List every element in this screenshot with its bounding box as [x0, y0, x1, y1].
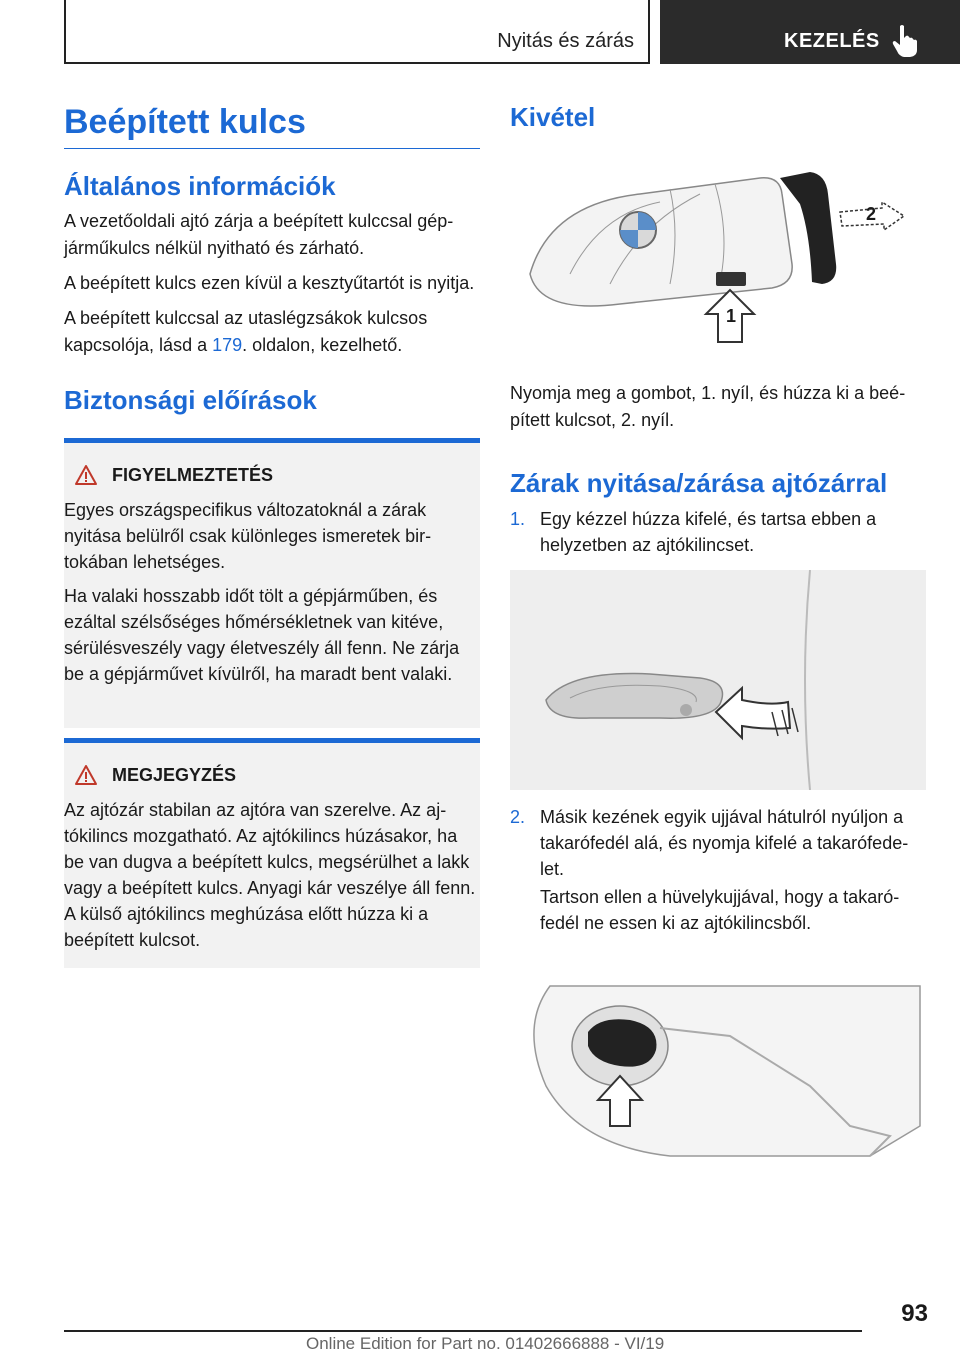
- note-box: [64, 738, 480, 968]
- page-link-179[interactable]: 179: [212, 335, 243, 355]
- page-title: Beépített kulcs: [64, 103, 306, 141]
- header-chapter-title: KEZELÉS: [784, 30, 880, 52]
- key-removal-figure: [510, 164, 926, 364]
- removal-heading: Kivétel: [510, 102, 596, 132]
- lock-heading: Zárak nyitása/zárása ajtózárral: [510, 468, 888, 498]
- general-paragraph-2: A beépített kulcs ezen kívül a kesztyűtartót is nyitja.: [64, 273, 475, 293]
- general-paragraph-1: A vezetőoldali ajtó zárja a beépített kulccsal gépjárműkulcs nélkül nyitható és zárható.: [64, 211, 454, 258]
- left-column: [64, 96, 480, 416]
- warning-title: FIGYELMEZTETÉS: [112, 464, 274, 485]
- step-1: [510, 506, 926, 560]
- key-fob-illustration: [510, 164, 926, 364]
- step-2-text: Másik kezének egyik ujjával hátulról nyúljon a takarófedél alá, és nyomja kifelé a takarófedelet.: [540, 807, 909, 879]
- header-section-title: Nyitás és zárás: [497, 30, 634, 52]
- general-paragraph-3-start: A beépített kulccsal az utaslégzsákok kulcsos kapcsolója, lásd a: [64, 308, 428, 355]
- figure1-label-1: 1: [726, 306, 737, 326]
- step-1-text: Egy kézzel húzza kifelé, és tartsa ebben a helyzetben az ajtókilincset.: [540, 509, 877, 555]
- warning-paragraph-2: Ha valaki hosszabb időt tölt a gépjárműben, és ezáltal szélsőséges hőmérsékletnek van kitéve, sérülésveszély vagy életveszély áll fenn. Ne zárja be a gépjárművet kívülről, ha maradt bent valaki.: [64, 586, 460, 684]
- right-column: [510, 96, 926, 133]
- warning-paragraph-1: Egyes országspecifikus változatoknál a zárak nyitása belülről csak különleges ismeretek birtokában lehetséges.: [64, 500, 432, 572]
- page-number: 93: [901, 1300, 928, 1327]
- footer-rule: [64, 1330, 862, 1332]
- note-paragraph: Az ajtózár stabilan az ajtóra van szerelve. Az ajtókilincs mozgatható. Az ajtókilincs húzásakor, ha be van dugva a beépített kulcs, megsérülhet a lakk vagy a beépített kulcs. Anyagi kár veszélye áll fenn. A külső ajtókilincs meghúzása előtt húzza ki a beépített kulcsot.: [64, 800, 476, 950]
- header-section-tab: [64, 0, 650, 64]
- step-2-subtext: Tartson ellen a hüvelykujjával, hogy a takarófedél ne essen ki az ajtókilincsből.: [540, 887, 900, 933]
- warning-triangle-icon: [74, 464, 98, 486]
- removal-paragraph: Nyomja meg a gombot, 1. nyíl, és húzza ki a beépített kulcsot, 2. nyíl.: [510, 383, 906, 430]
- general-paragraph-3-end: . oldalon, kezelhető.: [242, 335, 403, 355]
- title-rule: [64, 148, 480, 149]
- pointing-hand-icon: [890, 24, 920, 58]
- door-handle-illustration: [510, 570, 926, 790]
- step-1-number: 1.: [510, 509, 526, 529]
- cover-cap-illustration: [510, 966, 926, 1166]
- safety-heading: Biztonsági előírások: [64, 385, 317, 415]
- caution-triangle-icon: [74, 764, 98, 786]
- note-title: MEGJEGYZÉS: [112, 764, 237, 785]
- general-heading: Általános információk: [64, 171, 336, 201]
- step-2-number: 2.: [510, 807, 526, 827]
- door-handle-figure: [510, 570, 926, 790]
- general-paragraph-3: [64, 305, 480, 359]
- warning-box: [64, 438, 480, 728]
- cover-cap-figure: [510, 966, 926, 1166]
- footer-edition: Online Edition for Part no. 01402666888 - VI/19: [306, 1334, 665, 1353]
- step-2: [510, 804, 926, 954]
- figure1-label-2: 2: [866, 204, 877, 224]
